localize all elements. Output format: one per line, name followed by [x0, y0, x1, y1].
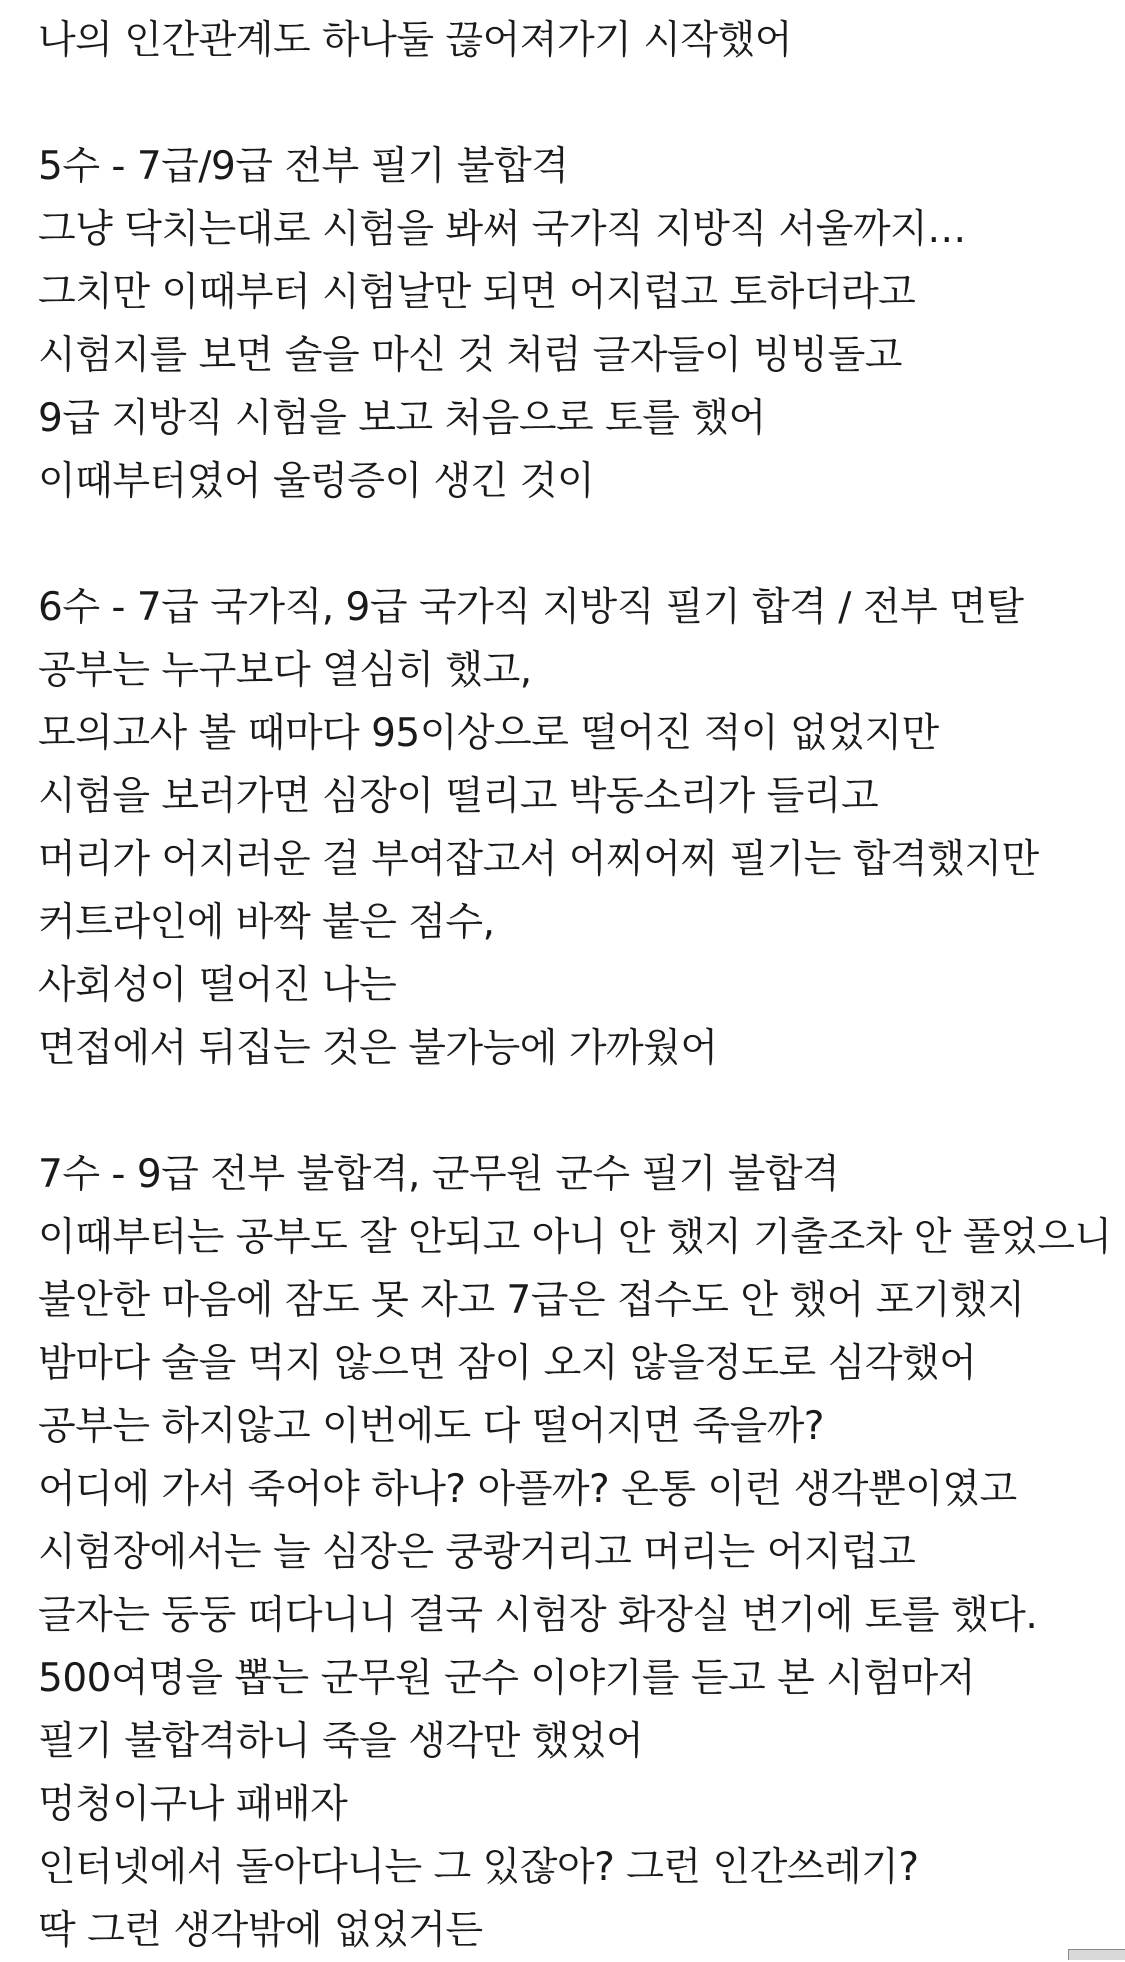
text-line: 시험지를 보면 술을 마신 것 처럼 글자들이 빙빙돌고 — [38, 333, 902, 378]
section-heading-6th-attempt: 6수 - 7급 국가직, 9급 국가직 지방직 필기 합격 / 전부 면탈 — [38, 585, 1024, 630]
text-line: 공부는 하지않고 이번에도 다 떨어지면 죽을까? — [38, 1404, 824, 1449]
text-line: 인터넷에서 돌아다니는 그 있잖아? 그런 인간쓰레기? — [38, 1845, 919, 1890]
text-line: 이때부터였어 울렁증이 생긴 것이 — [38, 459, 595, 504]
text-line: 멍청이구나 패배자 — [38, 1782, 348, 1827]
section-heading-7th-attempt: 7수 - 9급 전부 불합격, 군무원 군수 필기 불합격 — [38, 1152, 840, 1197]
text-line: 시험을 보러가면 심장이 떨리고 박동소리가 들리고 — [38, 774, 879, 819]
text-line: 필기 불합격하니 죽을 생각만 했었어 — [38, 1719, 644, 1764]
text-line: 모의고사 볼 때마다 95이상으로 떨어진 적이 없었지만 — [38, 711, 939, 756]
paragraph-gap — [38, 1080, 1098, 1143]
text-line: 면접에서 뒤집는 것은 불가능에 가까웠어 — [38, 1026, 718, 1071]
text-line: 불안한 마음에 잠도 못 자고 7급은 접수도 안 했어 포기했지 — [38, 1278, 1025, 1323]
text-line: 사회성이 떨어진 나는 — [38, 963, 397, 1008]
text-line: 머리가 어지러운 걸 부여잡고서 어찌어찌 필기는 합격했지만 — [38, 837, 1039, 882]
text-line: 그냥 닥치는대로 시험을 봐써 국가직 지방직 서울까지… — [38, 207, 966, 252]
text-line: 어디에 가서 죽어야 하나? 아플까? 온통 이런 생각뿐이였고 — [38, 1467, 1017, 1512]
section-heading-5th-attempt: 5수 - 7급/9급 전부 필기 불합격 — [38, 144, 569, 189]
text-line: 500여명을 뽑는 군무원 군수 이야기를 듣고 본 시험마저 — [38, 1656, 975, 1701]
text-line: 밤마다 술을 먹지 않으면 잠이 오지 않을정도로 심각했어 — [38, 1341, 977, 1386]
text-line: 나의 인간관계도 하나둘 끊어져가기 시작했어 — [38, 18, 792, 63]
paragraph-gap — [38, 513, 1098, 576]
text-line: 시험장에서는 늘 심장은 쿵쾅거리고 머리는 어지럽고 — [38, 1530, 916, 1575]
text-line: 공부는 누구보다 열심히 했고, — [38, 648, 532, 693]
text-line: 그치만 이때부터 시험날만 되면 어지럽고 토하더라고 — [38, 270, 916, 315]
post-body — [38, 9, 1112, 1962]
text-line: 9급 지방직 시험을 보고 처음으로 토를 했어 — [38, 396, 766, 441]
scroll-corner-handle[interactable] — [1068, 1949, 1125, 1960]
text-line: 커트라인에 바짝 붙은 점수, — [38, 900, 495, 945]
paragraph-gap — [38, 72, 1098, 135]
text-line: 이때부터는 공부도 잘 안되고 아니 안 했지 기출조차 안 풀었으니 — [38, 1215, 1112, 1260]
text-line: 딱 그런 생각밖에 없었거든 — [38, 1908, 483, 1953]
text-line: 글자는 둥둥 떠다니니 결국 시험장 화장실 변기에 토를 했다. — [38, 1593, 1038, 1638]
